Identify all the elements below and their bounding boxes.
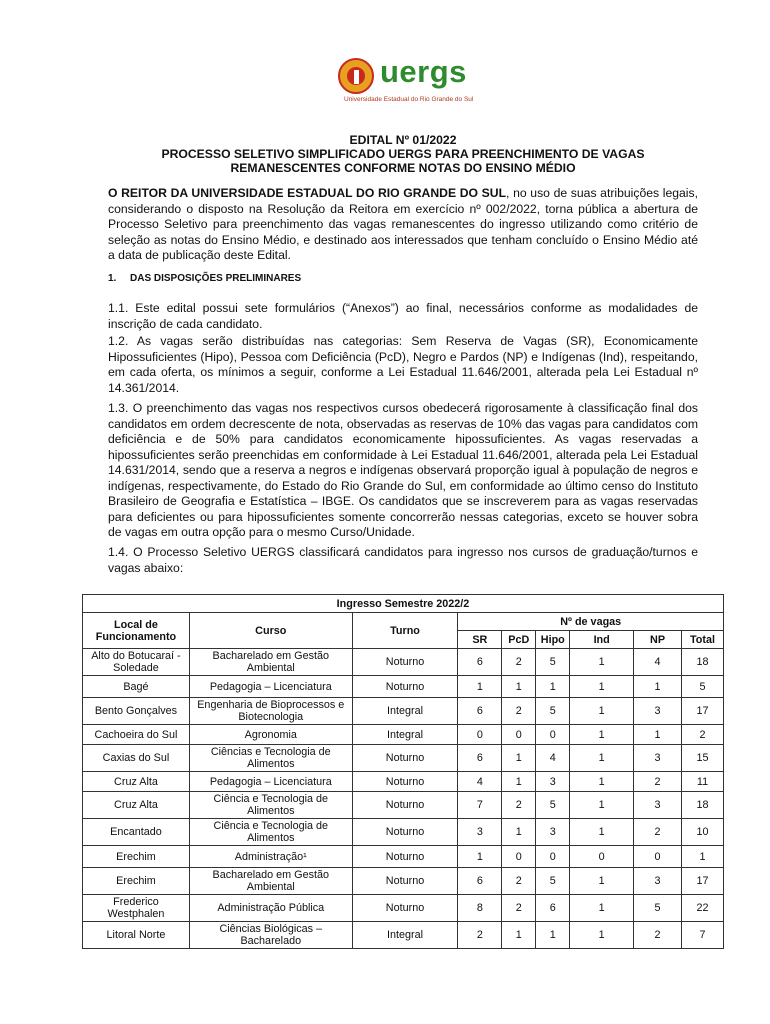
table-row bbox=[83, 698, 724, 725]
cell-turno: Integral bbox=[352, 698, 458, 725]
cell-turno: Noturno bbox=[352, 819, 458, 846]
uergs-logo bbox=[336, 56, 486, 106]
table-row bbox=[83, 772, 724, 792]
header-hipo: Hipo bbox=[536, 631, 570, 649]
cell-sr: 7 bbox=[458, 792, 502, 819]
cell-sr: 2 bbox=[458, 922, 502, 949]
cell-ind: 1 bbox=[570, 745, 634, 772]
cell-pcd: 2 bbox=[502, 895, 536, 922]
section-heading bbox=[108, 273, 301, 284]
cell-pcd: 1 bbox=[502, 676, 536, 698]
table-row bbox=[83, 676, 724, 698]
cell-np: 1 bbox=[634, 725, 682, 745]
header-total: Total bbox=[681, 631, 723, 649]
cell-total: 7 bbox=[681, 922, 723, 949]
logo-subtitle: Universidade Estadual do Rio Grande do Sul bbox=[344, 96, 474, 103]
cell-curso: Ciências e Tecnologia de Alimentos bbox=[189, 745, 352, 772]
cell-hipo: 5 bbox=[536, 792, 570, 819]
cell-local: Frederico Westphalen bbox=[83, 895, 190, 922]
edital-number: EDITAL Nº 01/2022 bbox=[349, 133, 457, 147]
cell-pcd: 1 bbox=[502, 819, 536, 846]
header-pcd: PcD bbox=[502, 631, 536, 649]
cell-curso: Bacharelado em Gestão Ambiental bbox=[189, 868, 352, 895]
table-row bbox=[83, 819, 724, 846]
cell-local: Litoral Norte bbox=[83, 922, 190, 949]
cell-sr: 8 bbox=[458, 895, 502, 922]
cell-np: 1 bbox=[634, 676, 682, 698]
intro-text: , no uso de suas atribuições legais, considerando o disposto na Resolução da Reitora em exercício nº 002/2022, torna pública a abertura de Processo Seletivo para preenchimento das vagas remanescentes do ingresso utilizando como critério de seleção as notas do Ensino Médio, e destinado aos interessados que tenham concluído o Ensino Médio até a data de publicação deste Edital. bbox=[108, 186, 698, 262]
section-number: 1. bbox=[108, 273, 117, 284]
paragraph-1-1: 1.1. Este edital possui sete formulários (“Anexos”) ao final, necessários conforme as modalidades de inscrição de cada candidato. bbox=[108, 301, 698, 331]
vagas-table bbox=[82, 594, 724, 949]
cell-sr: 6 bbox=[458, 868, 502, 895]
header-curso: Curso bbox=[189, 613, 352, 649]
cell-np: 3 bbox=[634, 792, 682, 819]
cell-ind: 1 bbox=[570, 792, 634, 819]
table-body bbox=[83, 649, 724, 949]
cell-hipo: 6 bbox=[536, 895, 570, 922]
cell-curso: Administração¹ bbox=[189, 846, 352, 868]
cell-ind: 1 bbox=[570, 922, 634, 949]
table-caption: Ingresso Semestre 2022/2 bbox=[83, 595, 724, 613]
cell-turno: Noturno bbox=[352, 846, 458, 868]
cell-hipo: 0 bbox=[536, 846, 570, 868]
cell-ind: 1 bbox=[570, 676, 634, 698]
table-row bbox=[83, 792, 724, 819]
cell-local: Erechim bbox=[83, 846, 190, 868]
intro-paragraph bbox=[108, 186, 698, 264]
cell-ind: 1 bbox=[570, 868, 634, 895]
cell-np: 3 bbox=[634, 868, 682, 895]
cell-local: Encantado bbox=[83, 819, 190, 846]
cell-hipo: 5 bbox=[536, 868, 570, 895]
cell-turno: Noturno bbox=[352, 745, 458, 772]
table-row bbox=[83, 725, 724, 745]
cell-pcd: 1 bbox=[502, 922, 536, 949]
cell-ind: 1 bbox=[570, 649, 634, 676]
table-row bbox=[83, 649, 724, 676]
cell-local: Cachoeira do Sul bbox=[83, 725, 190, 745]
cell-sr: 4 bbox=[458, 772, 502, 792]
cell-ind: 1 bbox=[570, 725, 634, 745]
cell-hipo: 1 bbox=[536, 676, 570, 698]
cell-np: 5 bbox=[634, 895, 682, 922]
cell-total: 2 bbox=[681, 725, 723, 745]
cell-ind: 1 bbox=[570, 772, 634, 792]
paragraph-1-3: 1.3. O preenchimento das vagas nos respectivos cursos obedecerá rigorosamente à classificação final dos candidatos em ordem decrescente de nota, observadas as reservas de 10% das vagas para candidatos com deficiência e de 50% para candidatos economicamente hipossuficientes. As vagas reservadas a hipossuficientes serão preenchidas em conformidade à Lei Estadual 11.646/2001, alterada pela Lei Estadual 14.631/2014, sendo que a reserva a negros e indígenas observará proporção igual à população de negros e indígenas, respectivamente, do Estado do Rio Grande do Sul, em conformidade ao último censo do Instituto Brasileiro de Geografia e Estatística – IBGE. Os candidatos que se inscreverem para as vagas reservadas para deficientes ou para hipossuficientes somente concorrerão nessas categorias, exceto se houver sobra de vagas em outra opção para o mesmo Curso/Unidade. bbox=[108, 401, 698, 539]
cell-sr: 6 bbox=[458, 698, 502, 725]
cell-np: 4 bbox=[634, 649, 682, 676]
title-line-2: REMANESCENTES CONFORME NOTAS DO ENSINO MÉDIO bbox=[230, 161, 576, 175]
cell-hipo: 0 bbox=[536, 725, 570, 745]
header-np: NP bbox=[634, 631, 682, 649]
cell-hipo: 3 bbox=[536, 772, 570, 792]
header-ind: Ind bbox=[570, 631, 634, 649]
cell-turno: Noturno bbox=[352, 772, 458, 792]
table-row bbox=[83, 846, 724, 868]
cell-local: Bagé bbox=[83, 676, 190, 698]
cell-pcd: 2 bbox=[502, 868, 536, 895]
cell-pcd: 1 bbox=[502, 745, 536, 772]
header-turno: Turno bbox=[352, 613, 458, 649]
cell-pcd: 0 bbox=[502, 846, 536, 868]
cell-curso: Pedagogia – Licenciatura bbox=[189, 772, 352, 792]
table-row bbox=[83, 922, 724, 949]
cell-local: Cruz Alta bbox=[83, 792, 190, 819]
cell-turno: Integral bbox=[352, 922, 458, 949]
cell-np: 2 bbox=[634, 922, 682, 949]
cell-ind: 1 bbox=[570, 698, 634, 725]
cell-total: 22 bbox=[681, 895, 723, 922]
cell-curso: Engenharia de Bioprocessos e Biotecnologia bbox=[189, 698, 352, 725]
cell-curso: Ciências Biológicas – Bacharelado bbox=[189, 922, 352, 949]
cell-turno: Noturno bbox=[352, 868, 458, 895]
cell-pcd: 2 bbox=[502, 792, 536, 819]
cell-turno: Noturno bbox=[352, 895, 458, 922]
cell-local: Cruz Alta bbox=[83, 772, 190, 792]
header-vagas: Nº de vagas bbox=[458, 613, 724, 631]
cell-hipo: 1 bbox=[536, 922, 570, 949]
cell-sr: 1 bbox=[458, 846, 502, 868]
cell-hipo: 5 bbox=[536, 649, 570, 676]
cell-pcd: 1 bbox=[502, 772, 536, 792]
cell-local: Alto do Botucaraí - Soledade bbox=[83, 649, 190, 676]
cell-pcd: 2 bbox=[502, 698, 536, 725]
table-row bbox=[83, 745, 724, 772]
cell-curso: Bacharelado em Gestão Ambiental bbox=[189, 649, 352, 676]
cell-hipo: 5 bbox=[536, 698, 570, 725]
cell-local: Bento Gonçalves bbox=[83, 698, 190, 725]
cell-hipo: 4 bbox=[536, 745, 570, 772]
cell-turno: Noturno bbox=[352, 676, 458, 698]
cell-ind: 0 bbox=[570, 846, 634, 868]
cell-total: 17 bbox=[681, 698, 723, 725]
cell-curso: Agronomia bbox=[189, 725, 352, 745]
section-title: DAS DISPOSIÇÕES PRELIMINARES bbox=[130, 273, 302, 284]
cell-hipo: 3 bbox=[536, 819, 570, 846]
cell-total: 1 bbox=[681, 846, 723, 868]
cell-np: 2 bbox=[634, 819, 682, 846]
title-line-1: PROCESSO SELETIVO SIMPLIFICADO UERGS PARA PREENCHIMENTO DE VAGAS bbox=[161, 147, 645, 161]
logo-wordmark: uergs bbox=[380, 54, 467, 89]
cell-np: 2 bbox=[634, 772, 682, 792]
cell-sr: 0 bbox=[458, 725, 502, 745]
intro-bold: O REITOR DA UNIVERSIDADE ESTADUAL DO RIO GRANDE DO SUL bbox=[108, 186, 507, 200]
cell-sr: 6 bbox=[458, 649, 502, 676]
cell-pcd: 0 bbox=[502, 725, 536, 745]
table-row bbox=[83, 868, 724, 895]
cell-curso: Ciência e Tecnologia de Alimentos bbox=[189, 792, 352, 819]
header-sr: SR bbox=[458, 631, 502, 649]
paragraph-1-2: 1.2. As vagas serão distribuídas nas categorias: Sem Reserva de Vagas (SR), Economicamente Hipossuficientes (Hipo), Pessoa com Deficiência (PcD), Negro e Pardos (NP) e Indígenas (Ind), respeitando, em cada oferta, os mínimos a seguir, conforme a Lei Estadual 11.646/2001, alterada pela Lei Estadual nº 14.361/2014. bbox=[108, 334, 698, 395]
uergs-emblem-icon bbox=[338, 58, 374, 94]
cell-total: 18 bbox=[681, 792, 723, 819]
cell-total: 10 bbox=[681, 819, 723, 846]
cell-turno: Noturno bbox=[352, 649, 458, 676]
cell-total: 18 bbox=[681, 649, 723, 676]
cell-total: 11 bbox=[681, 772, 723, 792]
cell-curso: Ciência e Tecnologia de Alimentos bbox=[189, 819, 352, 846]
header-local: Local de Funcionamento bbox=[83, 613, 190, 649]
cell-sr: 6 bbox=[458, 745, 502, 772]
cell-local: Erechim bbox=[83, 868, 190, 895]
cell-pcd: 2 bbox=[502, 649, 536, 676]
cell-total: 17 bbox=[681, 868, 723, 895]
cell-np: 3 bbox=[634, 745, 682, 772]
cell-ind: 1 bbox=[570, 819, 634, 846]
cell-np: 3 bbox=[634, 698, 682, 725]
cell-local: Caxias do Sul bbox=[83, 745, 190, 772]
table-row bbox=[83, 895, 724, 922]
cell-curso: Administração Pública bbox=[189, 895, 352, 922]
cell-ind: 1 bbox=[570, 895, 634, 922]
cell-total: 5 bbox=[681, 676, 723, 698]
cell-turno: Integral bbox=[352, 725, 458, 745]
paragraph-1-4: 1.4. O Processo Seletivo UERGS classificará candidatos para ingresso nos cursos de graduação/turnos e vagas abaixo: bbox=[108, 545, 698, 575]
cell-np: 0 bbox=[634, 846, 682, 868]
cell-sr: 1 bbox=[458, 676, 502, 698]
cell-total: 15 bbox=[681, 745, 723, 772]
cell-sr: 3 bbox=[458, 819, 502, 846]
cell-curso: Pedagogia – Licenciatura bbox=[189, 676, 352, 698]
cell-turno: Noturno bbox=[352, 792, 458, 819]
